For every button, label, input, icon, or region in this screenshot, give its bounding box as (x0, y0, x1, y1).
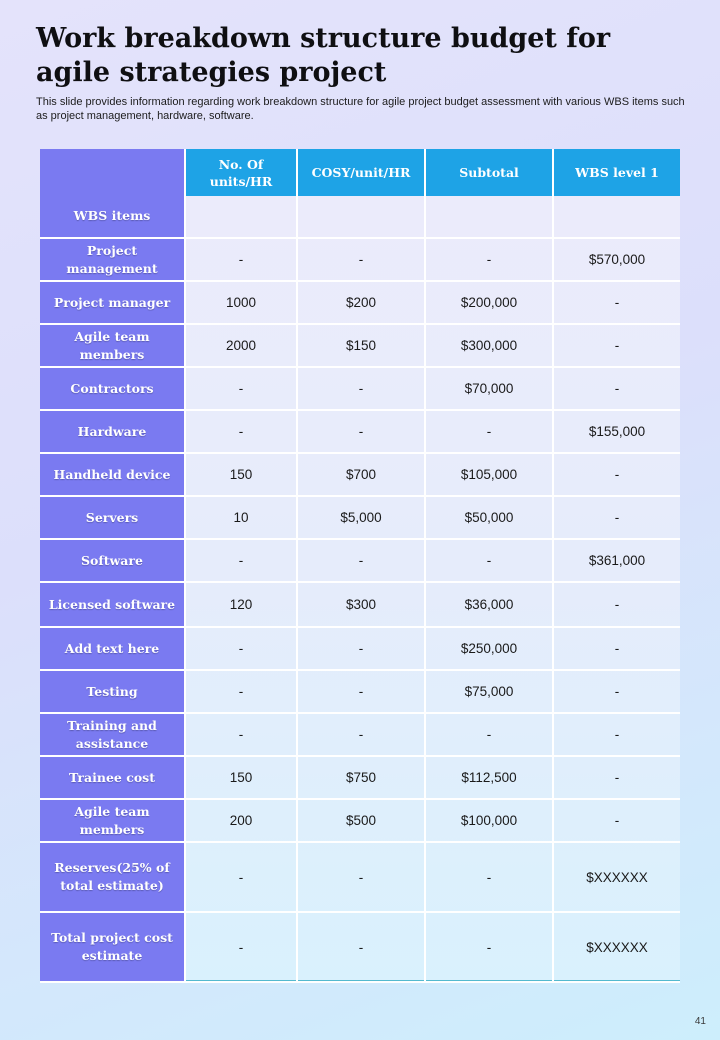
row-item-label: Testing (40, 670, 185, 713)
row-subtotal-cell: - (425, 842, 553, 912)
row-units-cell: 2000 (185, 324, 297, 367)
row-units-cell: - (185, 539, 297, 582)
row-item-label: Agile team members (40, 324, 185, 367)
row-wbs-level-cell: - (553, 582, 680, 627)
table-row (40, 582, 680, 627)
row-item-label: Agile team members (40, 799, 185, 842)
table-row (40, 496, 680, 539)
table-row (40, 713, 680, 756)
row-units-cell: 1000 (185, 281, 297, 324)
row-wbs-level-cell: $361,000 (553, 539, 680, 582)
row-item-label: Software (40, 539, 185, 582)
wbs-budget-table (40, 149, 680, 981)
row-subtotal-cell: - (425, 539, 553, 582)
row-units-cell: 10 (185, 496, 297, 539)
page-subtitle: This slide provides information regarding work breakdown structure for agile project budget assessment with various WBS items such as project management, hardware, software. (36, 96, 685, 122)
row-units-cell: - (185, 238, 297, 281)
table-row (40, 367, 680, 410)
row-units-cell: 150 (185, 756, 297, 799)
row-cost-cell: $300 (297, 582, 425, 627)
row-cost-cell: $700 (297, 453, 425, 496)
row-subtotal-cell: $105,000 (425, 453, 553, 496)
row-subtotal-cell: $100,000 (425, 799, 553, 842)
row-wbs-level-cell: - (553, 324, 680, 367)
row-wbs-level-cell: $570,000 (553, 238, 680, 281)
row-wbs-level-cell: - (553, 756, 680, 799)
row-units-cell: 120 (185, 582, 297, 627)
row-wbs-level-cell: - (553, 367, 680, 410)
row-item-label: Total project cost estimate (40, 912, 185, 982)
header-cost: COSY/unit/HR (297, 149, 425, 196)
row-cost-cell: - (297, 410, 425, 453)
row-wbs-level-cell: $155,000 (553, 410, 680, 453)
row-item-label: Contractors (40, 367, 185, 410)
row-wbs-level-cell: - (553, 799, 680, 842)
row-wbs-level-cell: $XXXXXX (553, 912, 680, 982)
row-item-label: Trainee cost (40, 756, 185, 799)
row-subtotal-cell: $300,000 (425, 324, 553, 367)
page-number: 41 (694, 1016, 706, 1027)
row-units-cell: 200 (185, 799, 297, 842)
table-row (40, 799, 680, 842)
row-cost-cell: $200 (297, 281, 425, 324)
header-wbs-level: WBS level 1 (553, 149, 680, 196)
row-cost-cell: $5,000 (297, 496, 425, 539)
table-row (40, 238, 680, 281)
row-subtotal-cell: - (425, 238, 553, 281)
header-subtotal: Subtotal (425, 149, 553, 196)
page-title: Work breakdown structure budget for agile strategies project (36, 23, 611, 88)
row-subtotal-cell: - (425, 713, 553, 756)
row-units-cell: - (185, 912, 297, 982)
row-subtotal-cell: $250,000 (425, 627, 553, 670)
row-item-label: Servers (40, 496, 185, 539)
row-subtotal-cell: - (425, 912, 553, 982)
row-cost-cell: - (297, 912, 425, 982)
row-cost-cell: - (297, 627, 425, 670)
row-item-label: Training and assistance (40, 713, 185, 756)
row-wbs-level-cell: - (553, 670, 680, 713)
row-wbs-level-cell: - (553, 281, 680, 324)
row-subtotal-cell: $36,000 (425, 582, 553, 627)
row-units-cell: - (185, 627, 297, 670)
row-subtotal-cell: $112,500 (425, 756, 553, 799)
row-cost-cell: $150 (297, 324, 425, 367)
row-wbs-level-cell: - (553, 627, 680, 670)
row-cost-cell: $750 (297, 756, 425, 799)
row-cost-cell: - (297, 842, 425, 912)
table-row (40, 912, 680, 982)
row-item-label: Licensed software (40, 582, 185, 627)
table-row (40, 842, 680, 912)
row-wbs-level-cell: - (553, 453, 680, 496)
table-row (40, 627, 680, 670)
row-units-cell: 150 (185, 453, 297, 496)
row-wbs-level-cell: - (553, 496, 680, 539)
table-row (40, 324, 680, 367)
row-units-cell: - (185, 410, 297, 453)
row-wbs-level-cell: $XXXXXX (553, 842, 680, 912)
row-cost-cell: $500 (297, 799, 425, 842)
table-row (40, 756, 680, 799)
row-item-label: Project manager (40, 281, 185, 324)
table-row (40, 539, 680, 582)
header-units: No. Of units/HR (185, 149, 297, 196)
header-wbs-items: WBS items (40, 149, 185, 238)
table-row (40, 281, 680, 324)
row-cost-cell: - (297, 713, 425, 756)
row-subtotal-cell: - (425, 410, 553, 453)
header-blank-cell (297, 196, 425, 238)
row-item-label: Handheld device (40, 453, 185, 496)
row-subtotal-cell: $200,000 (425, 281, 553, 324)
table-row (40, 670, 680, 713)
row-item-label: Project management (40, 238, 185, 281)
row-subtotal-cell: $70,000 (425, 367, 553, 410)
row-cost-cell: - (297, 539, 425, 582)
row-wbs-level-cell: - (553, 713, 680, 756)
table-row (40, 410, 680, 453)
table-row (40, 453, 680, 496)
row-item-label: Reserves(25% of total estimate) (40, 842, 185, 912)
row-subtotal-cell: $50,000 (425, 496, 553, 539)
table-body (40, 238, 680, 982)
row-subtotal-cell: $75,000 (425, 670, 553, 713)
row-cost-cell: - (297, 670, 425, 713)
header-blank-cell (553, 196, 680, 238)
row-item-label: Hardware (40, 410, 185, 453)
row-units-cell: - (185, 670, 297, 713)
row-units-cell: - (185, 367, 297, 410)
header-blank-cell (185, 196, 297, 238)
row-units-cell: - (185, 842, 297, 912)
row-item-label: Add text here (40, 627, 185, 670)
row-units-cell: - (185, 713, 297, 756)
header-blank-cell (425, 196, 553, 238)
row-cost-cell: - (297, 367, 425, 410)
row-cost-cell: - (297, 238, 425, 281)
